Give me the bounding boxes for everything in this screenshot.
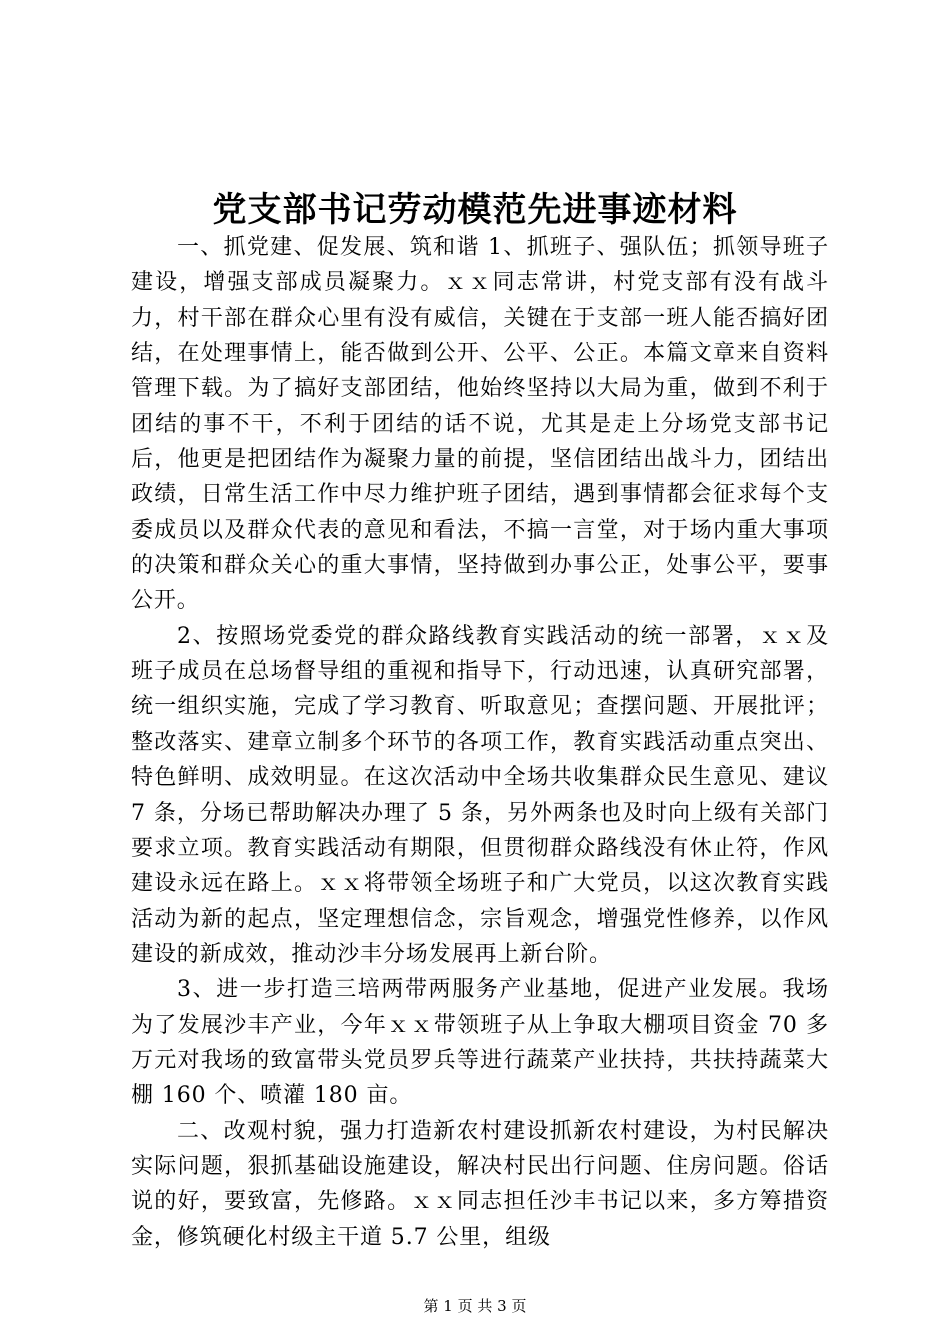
paragraph-3: 3、进一步打造三培两带两服务产业基地，促进产业发展。我场为了发展沙丰产业，今年ｘｘ带领班子从上争取大棚项目资金 70 多万元对我场的致富带头党员罗兵等进行蔬菜产业扶持，共扶持蔬菜大棚 160 个、喷灌 180 亩。 <box>131 977 829 1109</box>
paragraph-1: 一、抓党建、促发展、筑和谐 1、抓班子、强队伍；抓领导班子建设，增强支部成员凝聚力。ｘｘ同志常讲，村党支部有没有战斗力，村干部在群众心里有没有威信，关键在于支部一班人能否搞好团结，在处理事情上，能否做到公开、公平、公正。本篇文章来自资料管理下载。为了搞好支部团结，他始终坚持以大局为重，做到不利于团结的事不干，不利于团结的话不说，尤其是走上分场党支部书记后，他更是把团结作为凝聚力量的前提，坚信团结出战斗力，团结出政绩，日常生活工作中尽力维护班子团结，遇到事情都会征求每个支委成员以及群众代表的意见和看法，不搞一言堂，对于场内重大事项的决策和群众关心的重大事情，坚持做到办事公正，处事公平，要事公开。 <box>131 235 829 614</box>
document-title: 党支部书记劳动模范先进事迹材料 <box>212 190 738 230</box>
document-body <box>131 230 829 1255</box>
page-number-footer: 第 1 页 共 3 页 <box>423 1297 527 1315</box>
paragraph-2: 2、按照场党委党的群众路线教育实践活动的统一部署，ｘｘ及班子成员在总场督导组的重视和指导下，行动迅速，认真研究部署，统一组织实施，完成了学习教育、听取意见；查摆问题、开展批评；整改落实、建章立制多个环节的各项工作，教育实践活动重点突出、特色鲜明、成效明显。在这次活动中全场共收集群众民生意见、建议 7 条，分场已帮助解决办理了 5 条，另外两条也及时向上级有关部门要求立项。教育实践活动有期限，但贯彻群众路线没有休止符，作风建设永远在路上。ｘｘ将带领全场班子和广大党员，以这次教育实践活动为新的起点，坚定理想信念，宗旨观念，增强党性修养，以作风建设的新成效，推动沙丰分场发展再上新台阶。 <box>131 623 829 967</box>
paragraph-4: 二、改观村貌，强力打造新农村建设抓新农村建设，为村民解决实际问题，狠抓基础设施建设，解决村民出行问题、住房问题。俗话说的好，要致富，先修路。ｘｘ同志担任沙丰书记以来，多方筹措资金，修筑硬化村级主干道 5.7 公里，组级 <box>131 1118 829 1250</box>
